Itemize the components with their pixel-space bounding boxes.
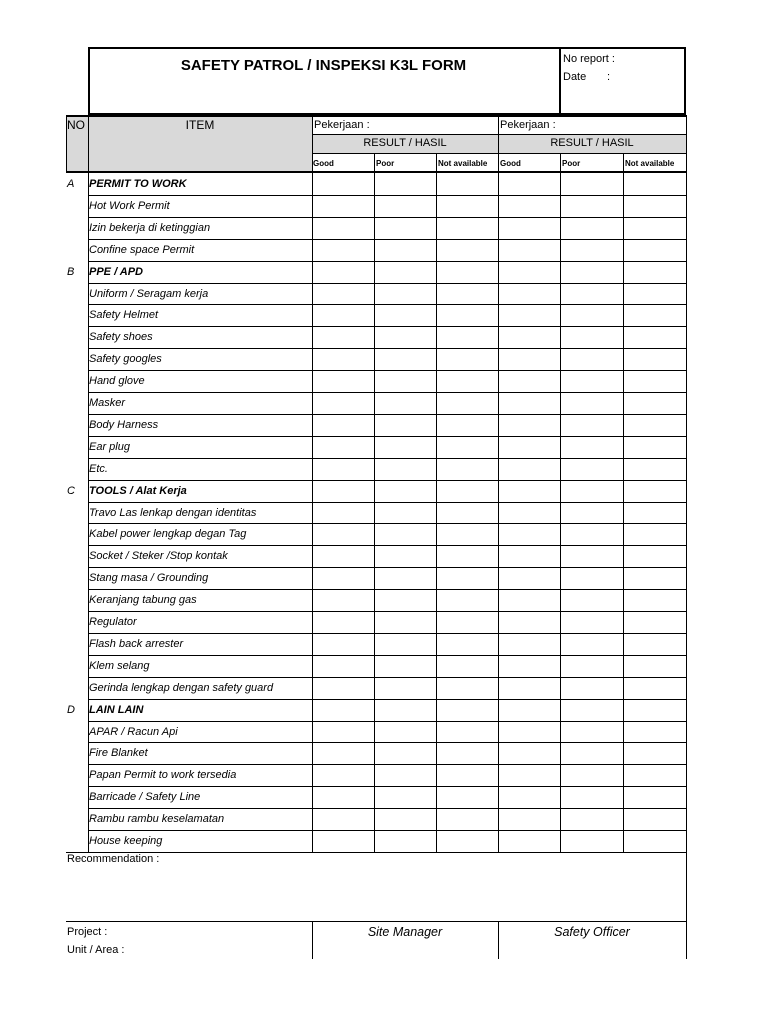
site-manager-label: Site Manager	[367, 925, 443, 939]
result-column-divider	[312, 173, 313, 852]
group-divider-header	[498, 115, 499, 173]
item-label: House keeping	[89, 835, 163, 847]
subcolumn-divider-header	[623, 153, 624, 173]
recommendation-label: Recommendation :	[67, 853, 160, 865]
result-column-divider	[560, 173, 561, 852]
column-no: NO	[67, 118, 85, 132]
row-divider	[88, 721, 687, 722]
group2-pekerjaan: Pekerjaan :	[500, 119, 556, 131]
section-heading: TOOLS / Alat Kerja	[89, 484, 187, 497]
row-divider	[88, 742, 687, 743]
row-divider	[88, 195, 687, 196]
item-label: Fire Blanket	[89, 747, 148, 760]
row-number: C	[67, 484, 75, 497]
item-label: Izin bekerja di ketinggian	[89, 221, 211, 234]
item-label: Socket / Steker /Stop kontak	[89, 550, 228, 563]
item-label: Gerinda lengkap dengan safety guard	[89, 681, 274, 694]
subcolumn-label: Good	[500, 159, 521, 168]
row-divider	[88, 677, 687, 678]
item-label: Hand glove	[89, 375, 145, 388]
subcolumn-label: Not available	[438, 159, 488, 168]
subcolumn-divider-header	[436, 153, 437, 173]
subcolumn-label: Good	[313, 159, 334, 168]
row-divider	[88, 436, 687, 437]
section-heading: PERMIT TO WORK	[89, 178, 187, 190]
item-label: Etc.	[89, 462, 108, 475]
row-number: B	[67, 265, 75, 278]
pekerjaan-underline	[312, 134, 686, 135]
item-label: Safety googles	[89, 353, 162, 366]
row-divider	[88, 480, 687, 481]
group1-result: RESULT / HASIL	[363, 137, 447, 149]
subcolumn-divider-header	[560, 153, 561, 173]
row-divider	[88, 567, 687, 568]
item-label: Hot Work Permit	[89, 199, 170, 212]
row-divider	[66, 852, 687, 853]
row-divider	[88, 414, 687, 415]
no-item-divider	[88, 173, 89, 852]
item-label: Ear plug	[89, 440, 130, 453]
item-label: Barricade / Safety Line	[89, 791, 201, 804]
result-column-divider	[436, 173, 437, 852]
group2-result: RESULT / HASIL	[550, 137, 634, 149]
item-result-divider-header	[312, 115, 313, 173]
form-title: SAFETY PATROL / INSPEKSI K3L FORM	[180, 57, 467, 74]
header-left-line	[66, 115, 67, 173]
row-divider	[88, 370, 687, 371]
item-label: Papan Permit to work tersedia	[89, 769, 237, 782]
date-colon: :	[607, 71, 611, 83]
row-divider	[88, 217, 687, 218]
row-divider	[88, 589, 687, 590]
item-label: Safety Helmet	[89, 309, 159, 322]
item-label: Regulator	[89, 616, 137, 628]
section-heading: PPE / APD	[89, 265, 143, 278]
row-divider	[88, 392, 687, 393]
group1-pekerjaan: Pekerjaan :	[314, 119, 370, 131]
row-divider	[88, 304, 687, 305]
row-divider	[88, 545, 687, 546]
unit-area-label: Unit / Area :	[67, 944, 125, 956]
row-divider	[88, 283, 687, 284]
item-label: Klem selang	[89, 659, 150, 672]
item-label: Stang masa / Grounding	[89, 572, 209, 585]
item-label: Travo Las lenkap dengan identitas	[89, 506, 257, 519]
item-label: Keranjang tabung gas	[89, 594, 197, 607]
row-divider	[88, 699, 687, 700]
header-bottom-line	[66, 171, 687, 173]
subcolumn-label: Not available	[625, 159, 675, 168]
row-divider	[88, 458, 687, 459]
result-column-divider	[623, 173, 624, 852]
row-divider	[88, 808, 687, 809]
item-label: Body Harness	[89, 418, 159, 431]
row-divider	[88, 326, 687, 327]
row-divider	[88, 502, 687, 503]
section-heading: LAIN LAIN	[89, 703, 144, 716]
subcolumn-label: Poor	[562, 159, 581, 168]
item-label: Confine space Permit	[89, 243, 195, 256]
result-column-divider	[686, 173, 687, 852]
row-divider	[88, 830, 687, 831]
row-divider	[88, 523, 687, 524]
column-item: ITEM	[185, 118, 215, 132]
item-label: APAR / Racun Api	[89, 725, 178, 738]
item-label: Flash back arrester	[89, 637, 184, 650]
result-underline	[312, 153, 686, 154]
item-label: Safety shoes	[89, 331, 153, 344]
row-number: A	[67, 178, 75, 190]
row-divider	[88, 786, 687, 787]
no-item-divider-header	[88, 115, 89, 173]
header-right-line	[686, 115, 687, 173]
result-column-divider	[498, 173, 499, 852]
no-report-label: No report :	[563, 53, 615, 65]
subcolumn-label: Poor	[376, 159, 395, 168]
row-divider	[88, 239, 687, 240]
row-divider	[88, 655, 687, 656]
row-divider	[88, 633, 687, 634]
recommendation-bottom-line	[66, 921, 687, 922]
item-label: Kabel power lengkap degan Tag	[89, 528, 247, 541]
row-divider	[88, 764, 687, 765]
item-label: Rambu rambu keselamatan	[89, 813, 225, 826]
item-label: Uniform / Seragam kerja	[89, 287, 209, 300]
row-divider	[88, 348, 687, 349]
project-label: Project :	[67, 926, 108, 938]
row-divider	[88, 611, 687, 612]
item-label: Masker	[89, 397, 126, 409]
date-label: Date	[563, 71, 587, 83]
safety-officer-label: Safety Officer	[554, 925, 630, 939]
result-column-divider	[374, 173, 375, 852]
footer-right-line	[686, 852, 687, 959]
header-top-line	[66, 115, 687, 117]
subcolumn-divider-header	[374, 153, 375, 173]
row-number: D	[67, 703, 75, 716]
row-divider	[88, 261, 687, 262]
